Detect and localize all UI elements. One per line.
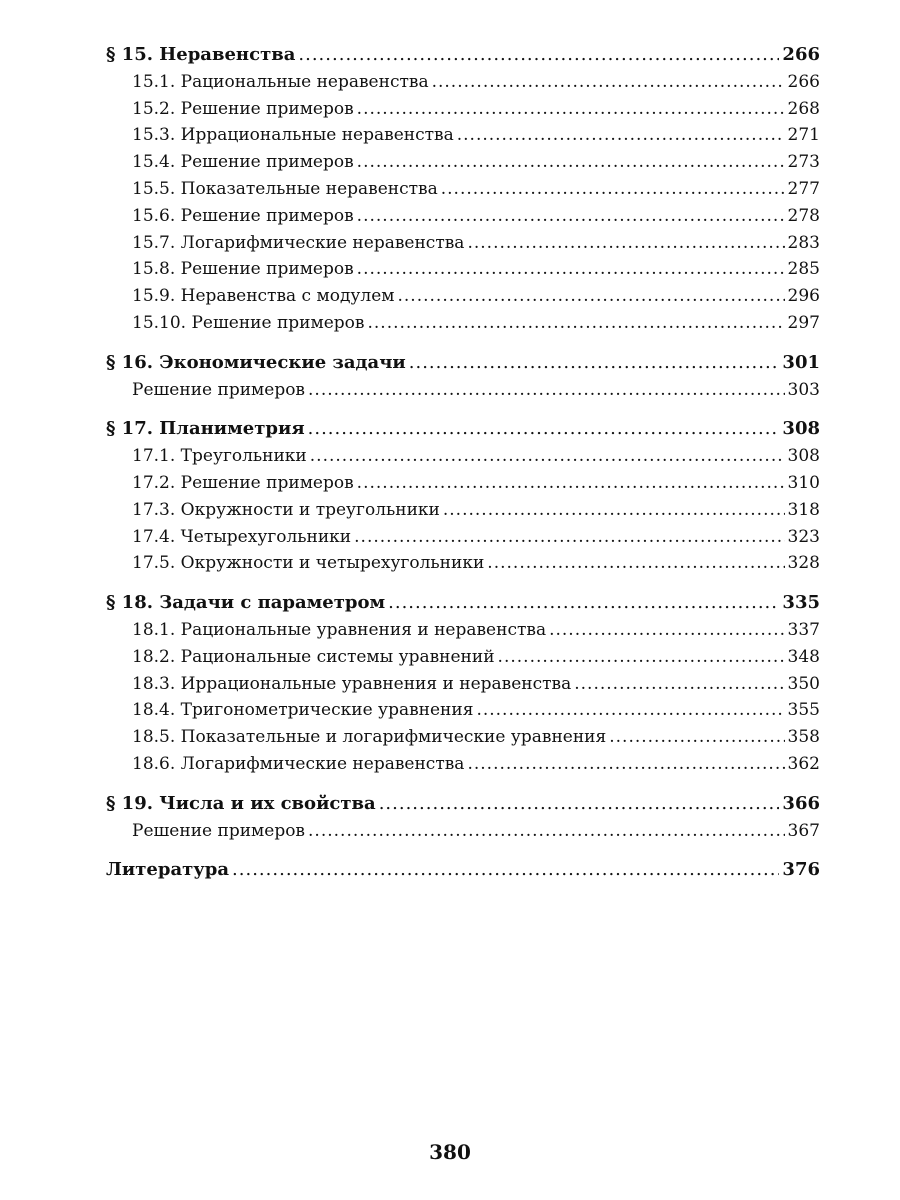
toc-entry-title: 15.7. Логарифмические неравенства xyxy=(132,232,465,253)
dot-leader xyxy=(467,751,784,778)
toc-section-group xyxy=(106,416,820,577)
toc-subsection-entry[interactable] xyxy=(106,751,820,778)
toc-subsection-entry[interactable] xyxy=(106,617,820,644)
dot-leader xyxy=(467,230,784,257)
toc-entry-title: 18.5. Показательные и логарифмические уравнения xyxy=(132,727,607,748)
toc-entry-title: 17.5. Окружности и четырехугольники xyxy=(132,553,485,574)
dot-leader xyxy=(487,550,784,577)
toc-subsection-entry[interactable] xyxy=(106,96,820,123)
toc-entry-page: 367 xyxy=(787,820,820,841)
toc-entry-title: 18.2. Рациональные системы уравнений xyxy=(132,646,495,667)
dot-leader xyxy=(357,470,785,497)
dot-leader xyxy=(398,283,785,310)
toc-entry-page: 303 xyxy=(787,379,820,400)
dot-leader xyxy=(432,69,785,96)
toc-entry-title: 18.1. Рациональные уравнения и неравенства xyxy=(132,619,547,640)
toc-entry-title: 17.2. Решение примеров xyxy=(132,472,354,493)
toc-subsection-entry[interactable] xyxy=(106,69,820,96)
page-number: 380 xyxy=(429,1140,471,1164)
toc-entry-title: § 16. Экономические задачи xyxy=(106,351,406,373)
toc-entry-page: 350 xyxy=(787,673,820,694)
toc-entry-page: 328 xyxy=(787,553,820,574)
dot-leader xyxy=(357,203,785,230)
toc-entry-page: 348 xyxy=(787,646,820,667)
toc-subsection-entry[interactable] xyxy=(106,230,820,257)
toc-entry-page: 337 xyxy=(787,619,820,640)
toc-entry-page: 362 xyxy=(787,753,820,774)
toc-entry-page: 266 xyxy=(787,71,820,92)
toc-entry-title: Решение примеров xyxy=(132,379,306,400)
dot-leader xyxy=(308,818,785,845)
toc-entry-title: § 17. Планиметрия xyxy=(106,418,305,440)
toc-entry-page: 285 xyxy=(787,259,820,280)
dot-leader xyxy=(232,857,779,884)
toc-subsection-entry[interactable] xyxy=(106,671,820,698)
toc-subsection-entry[interactable] xyxy=(106,203,820,230)
toc-subsection-entry[interactable] xyxy=(106,377,820,404)
dot-leader xyxy=(574,671,784,698)
toc-entry-page: 273 xyxy=(787,152,820,173)
toc-entry-title: 18.6. Логарифмические неравенства xyxy=(132,753,465,774)
toc-subsection-entry[interactable] xyxy=(106,149,820,176)
toc-section-entry[interactable] xyxy=(106,416,820,443)
dot-leader xyxy=(310,443,785,470)
toc-entry-page: 308 xyxy=(782,418,820,440)
table-of-contents xyxy=(106,42,820,897)
toc-subsection-entry[interactable] xyxy=(106,550,820,577)
dot-leader xyxy=(549,617,784,644)
toc-entry-title: 18.4. Тригонометрические уравнения xyxy=(132,700,474,721)
toc-entry-title: 15.9. Неравенства с модулем xyxy=(132,286,395,307)
toc-section-group xyxy=(106,350,820,404)
dot-leader xyxy=(308,377,785,404)
toc-entry-title: § 18. Задачи с параметром xyxy=(106,592,386,614)
toc-entry-page: 266 xyxy=(782,44,820,65)
toc-section-entry[interactable] xyxy=(106,791,820,818)
toc-entry-page: 355 xyxy=(787,700,820,721)
toc-entry-title: 15.1. Рациональные неравенства xyxy=(132,71,429,92)
toc-section-group xyxy=(106,791,820,845)
toc-section-group xyxy=(106,42,820,337)
toc-entry-title: 15.10. Решение примеров xyxy=(132,312,365,333)
dot-leader xyxy=(308,416,780,443)
toc-entry-page: 278 xyxy=(787,205,820,226)
toc-entry-page: 310 xyxy=(787,472,820,493)
dot-leader xyxy=(409,350,780,377)
dot-leader xyxy=(379,791,780,818)
dot-leader xyxy=(498,644,785,671)
toc-subsection-entry[interactable] xyxy=(106,283,820,310)
toc-entry-page: 277 xyxy=(787,178,820,199)
dot-leader xyxy=(388,590,779,617)
toc-section-entry[interactable] xyxy=(106,350,820,377)
toc-entry-page: 297 xyxy=(787,312,820,333)
toc-subsection-entry[interactable] xyxy=(106,724,820,751)
dot-leader xyxy=(298,42,779,69)
toc-subsection-entry[interactable] xyxy=(106,310,820,337)
toc-section-entry[interactable] xyxy=(106,590,820,617)
toc-section-entry[interactable] xyxy=(106,857,820,884)
toc-entry-page: 308 xyxy=(787,446,820,467)
toc-entry-title: 15.6. Решение примеров xyxy=(132,205,354,226)
toc-section-entry[interactable] xyxy=(106,42,820,69)
toc-subsection-entry[interactable] xyxy=(106,644,820,671)
dot-leader xyxy=(357,96,785,123)
dot-leader xyxy=(354,524,784,551)
toc-entry-title: § 15. Неравенства xyxy=(106,44,296,65)
dot-leader xyxy=(443,497,785,524)
toc-entry-title: 15.5. Показательные неравенства xyxy=(132,178,438,199)
toc-entry-page: 268 xyxy=(787,98,820,119)
dot-leader xyxy=(609,724,784,751)
toc-subsection-entry[interactable] xyxy=(106,122,820,149)
toc-section-group xyxy=(106,857,820,884)
toc-subsection-entry[interactable] xyxy=(106,470,820,497)
toc-entry-page: 301 xyxy=(782,351,820,373)
toc-entry-page: 335 xyxy=(782,592,820,614)
toc-entry-page: 283 xyxy=(787,232,820,253)
toc-entry-title: 17.3. Окружности и треугольники xyxy=(132,499,440,520)
dot-leader xyxy=(457,122,785,149)
toc-entry-page: 296 xyxy=(787,286,820,307)
toc-entry-title: § 19. Числа и их свойства xyxy=(106,792,376,814)
toc-entry-title: 17.4. Четырехугольники xyxy=(132,526,352,547)
toc-entry-title: 15.8. Решение примеров xyxy=(132,259,354,280)
toc-section-group xyxy=(106,590,820,778)
toc-entry-page: 358 xyxy=(787,727,820,748)
toc-subsection-entry[interactable] xyxy=(106,697,820,724)
toc-entry-page: 318 xyxy=(787,499,820,520)
toc-subsection-entry[interactable] xyxy=(106,524,820,551)
toc-subsection-entry[interactable] xyxy=(106,443,820,470)
toc-entry-title: 17.1. Треугольники xyxy=(132,446,307,467)
toc-entry-title: 15.2. Решение примеров xyxy=(132,98,354,119)
toc-entry-title: 15.3. Иррациональные неравенства xyxy=(132,125,454,146)
toc-entry-page: 323 xyxy=(787,526,820,547)
toc-entry-title: Решение примеров xyxy=(132,820,306,841)
dot-leader xyxy=(476,697,784,724)
toc-subsection-entry[interactable] xyxy=(106,818,820,845)
toc-entry-page: 376 xyxy=(782,859,820,881)
toc-entry-title: Литература xyxy=(106,859,230,881)
toc-entry-title: 18.3. Иррациональные уравнения и неравенства xyxy=(132,673,572,694)
dot-leader xyxy=(357,256,785,283)
toc-subsection-entry[interactable] xyxy=(106,497,820,524)
dot-leader xyxy=(357,149,785,176)
dot-leader xyxy=(367,310,784,337)
dot-leader xyxy=(441,176,785,203)
toc-subsection-entry[interactable] xyxy=(106,256,820,283)
toc-entry-title: 15.4. Решение примеров xyxy=(132,152,354,173)
toc-entry-page: 271 xyxy=(787,125,820,146)
toc-entry-page: 366 xyxy=(782,792,820,814)
toc-subsection-entry[interactable] xyxy=(106,176,820,203)
